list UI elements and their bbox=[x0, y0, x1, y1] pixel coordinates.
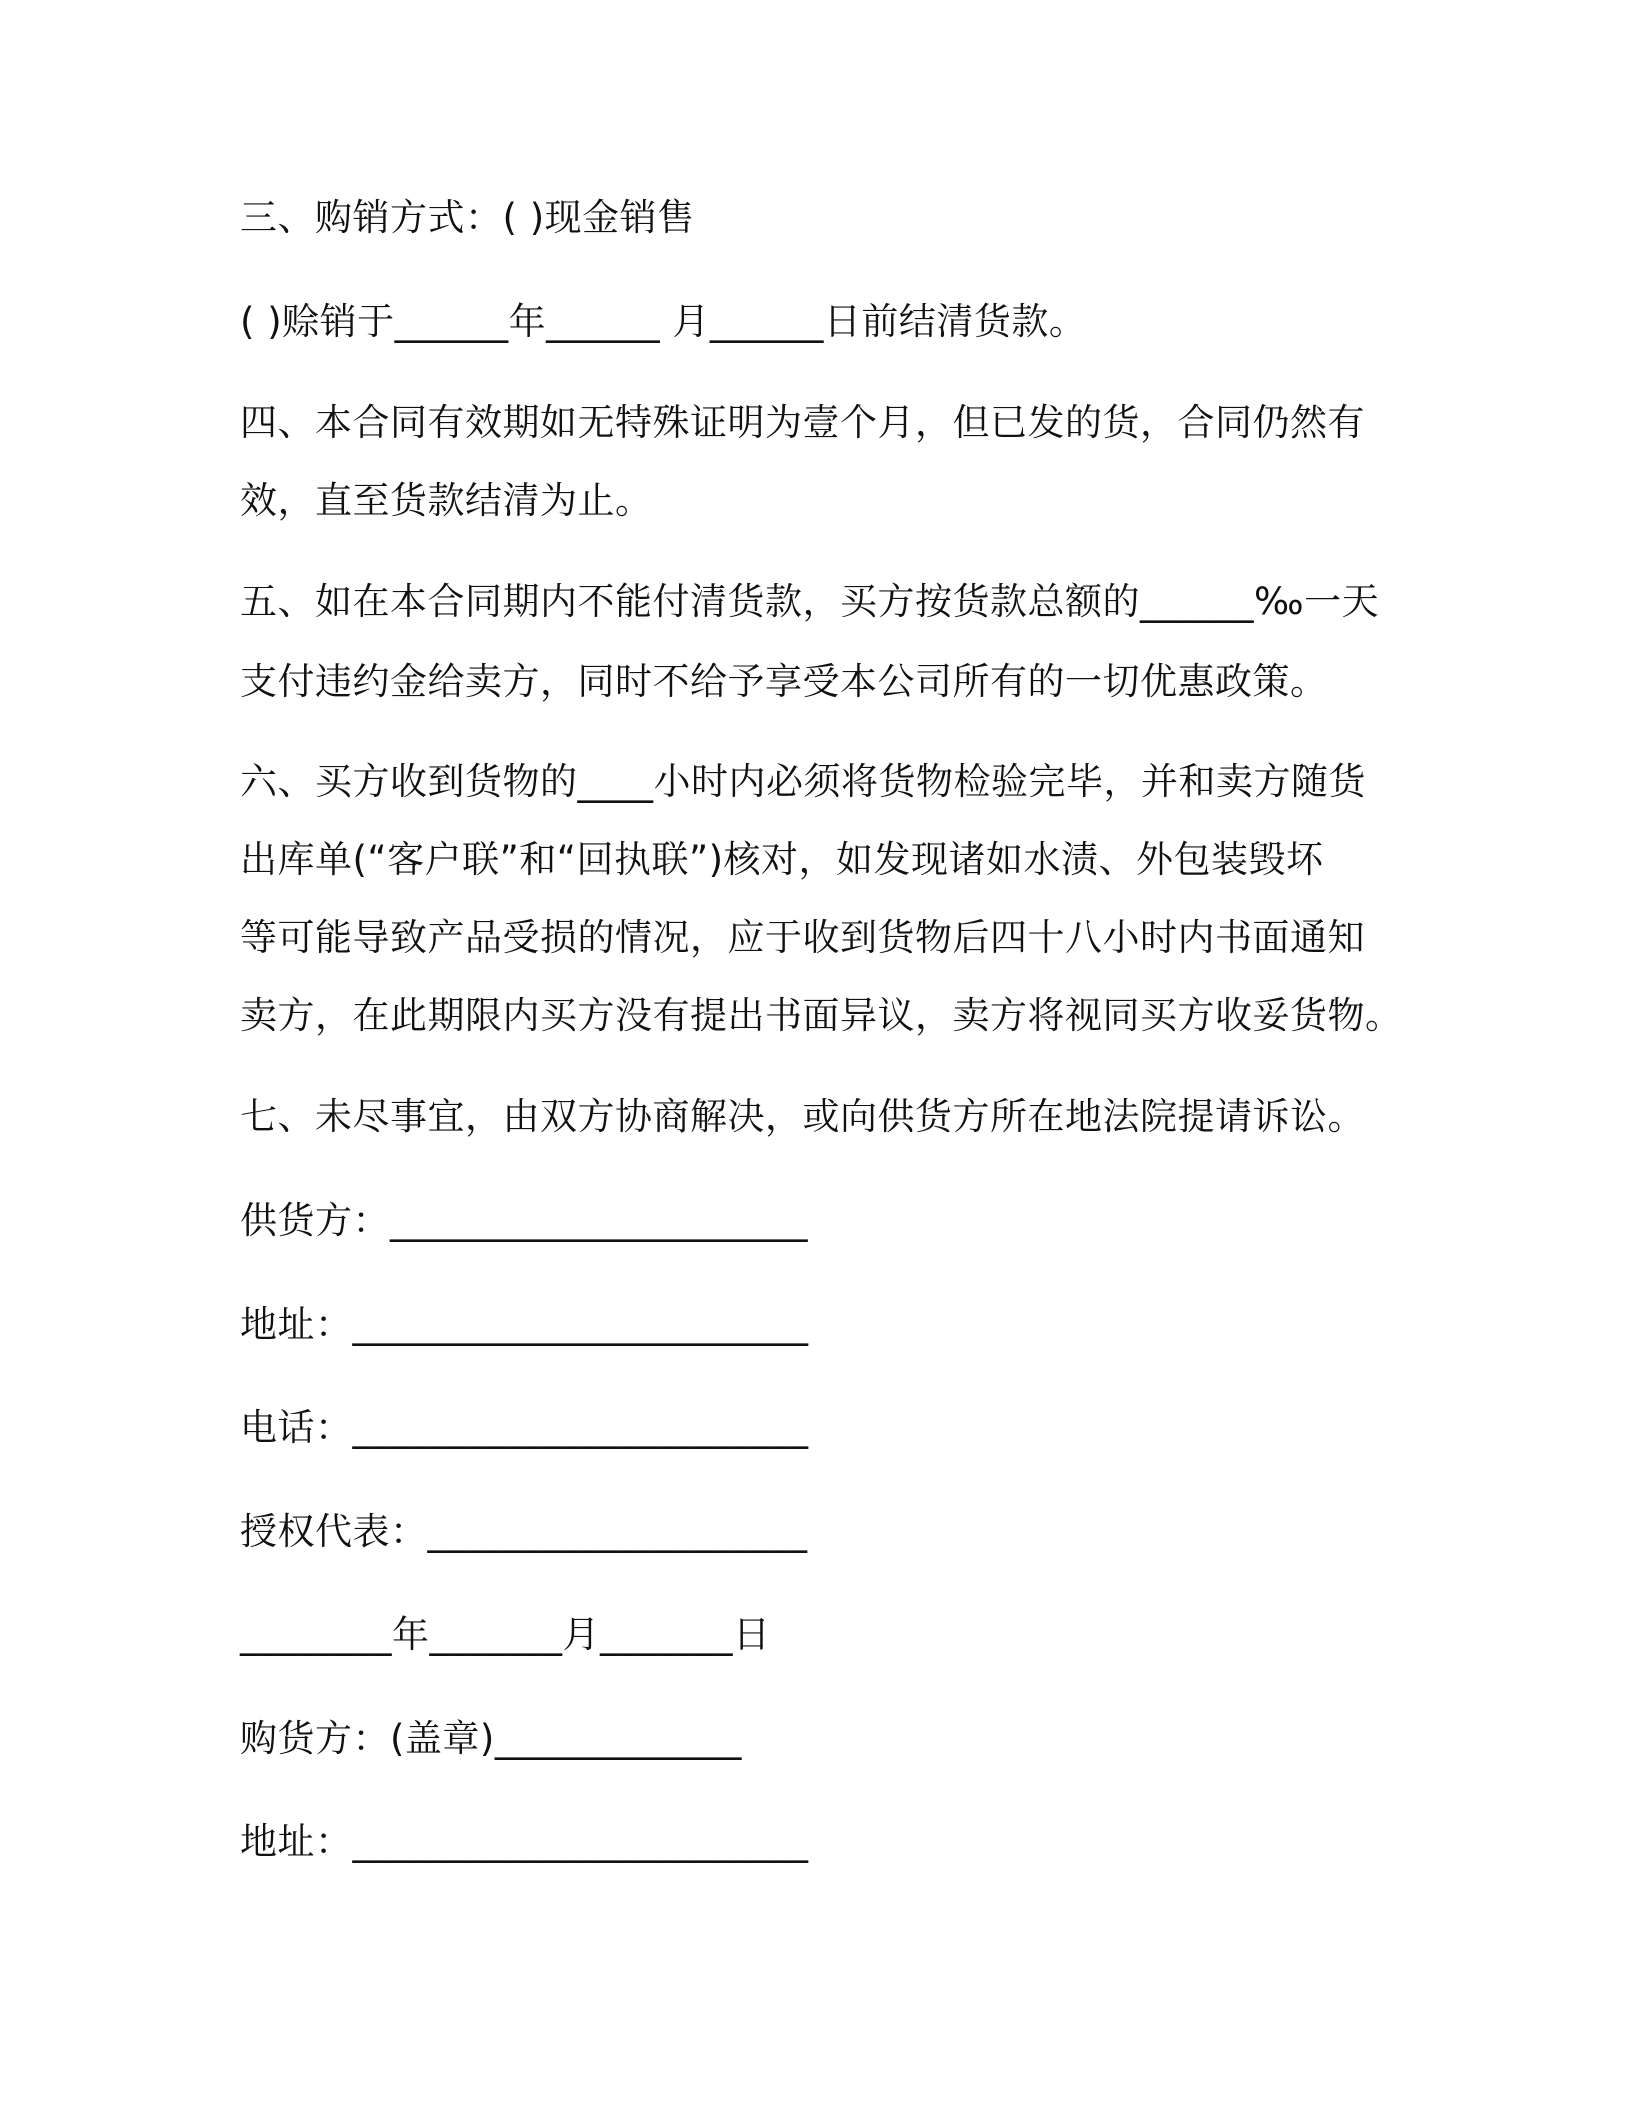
clause-6-line-3: 等可能导致产品受损的情况，应于收到货物后四十八小时内书面通知 bbox=[240, 916, 1365, 959]
clause-5-line-2: 支付违约金给卖方，同时不给予享受本公司所有的一切优惠政策。 bbox=[240, 660, 1328, 703]
clause-6-line-2: 出库单(“客户联”和“回执联”)核对，如发现诸如水渍、外包装毁坏 bbox=[240, 838, 1324, 881]
clause-6-line-1: 六、买方收到货物的____小时内必须将货物检验完毕，并和卖方随货 bbox=[240, 760, 1366, 803]
date-field: ________年_______月_______日 bbox=[240, 1613, 771, 1656]
clause-4-line-2: 效，直至货款结清为止。 bbox=[240, 479, 653, 522]
clause-3-purchase-method: 三、购销方式：( )现金销售 bbox=[240, 196, 695, 239]
clause-4-line-1: 四、本合同有效期如无特殊证明为壹个月，但已发的货，合同仍然有 bbox=[240, 401, 1365, 444]
clause-6-line-4: 卖方，在此期限内买方没有提出书面异议，卖方将视同买方收妥货物。 bbox=[240, 994, 1403, 1037]
buyer-field: 购货方：(盖章)_____________ bbox=[240, 1717, 742, 1760]
supplier-phone-field: 电话：________________________ bbox=[240, 1406, 809, 1449]
clause-3-credit-sale: ( )赊销于______年______ 月______日前结清货款。 bbox=[240, 300, 1087, 343]
buyer-address-field: 地址：________________________ bbox=[240, 1820, 809, 1863]
clause-5-line-1: 五、如在本合同期内不能付清货款，买方按货款总额的______‰一天 bbox=[240, 580, 1380, 623]
clause-7: 七、未尽事宜，由双方协商解决，或向供货方所在地法院提请诉讼。 bbox=[240, 1095, 1365, 1138]
supplier-field: 供货方：______________________ bbox=[240, 1199, 808, 1242]
supplier-address-field: 地址：________________________ bbox=[240, 1303, 809, 1346]
authorized-representative-field: 授权代表：____________________ bbox=[240, 1510, 808, 1553]
